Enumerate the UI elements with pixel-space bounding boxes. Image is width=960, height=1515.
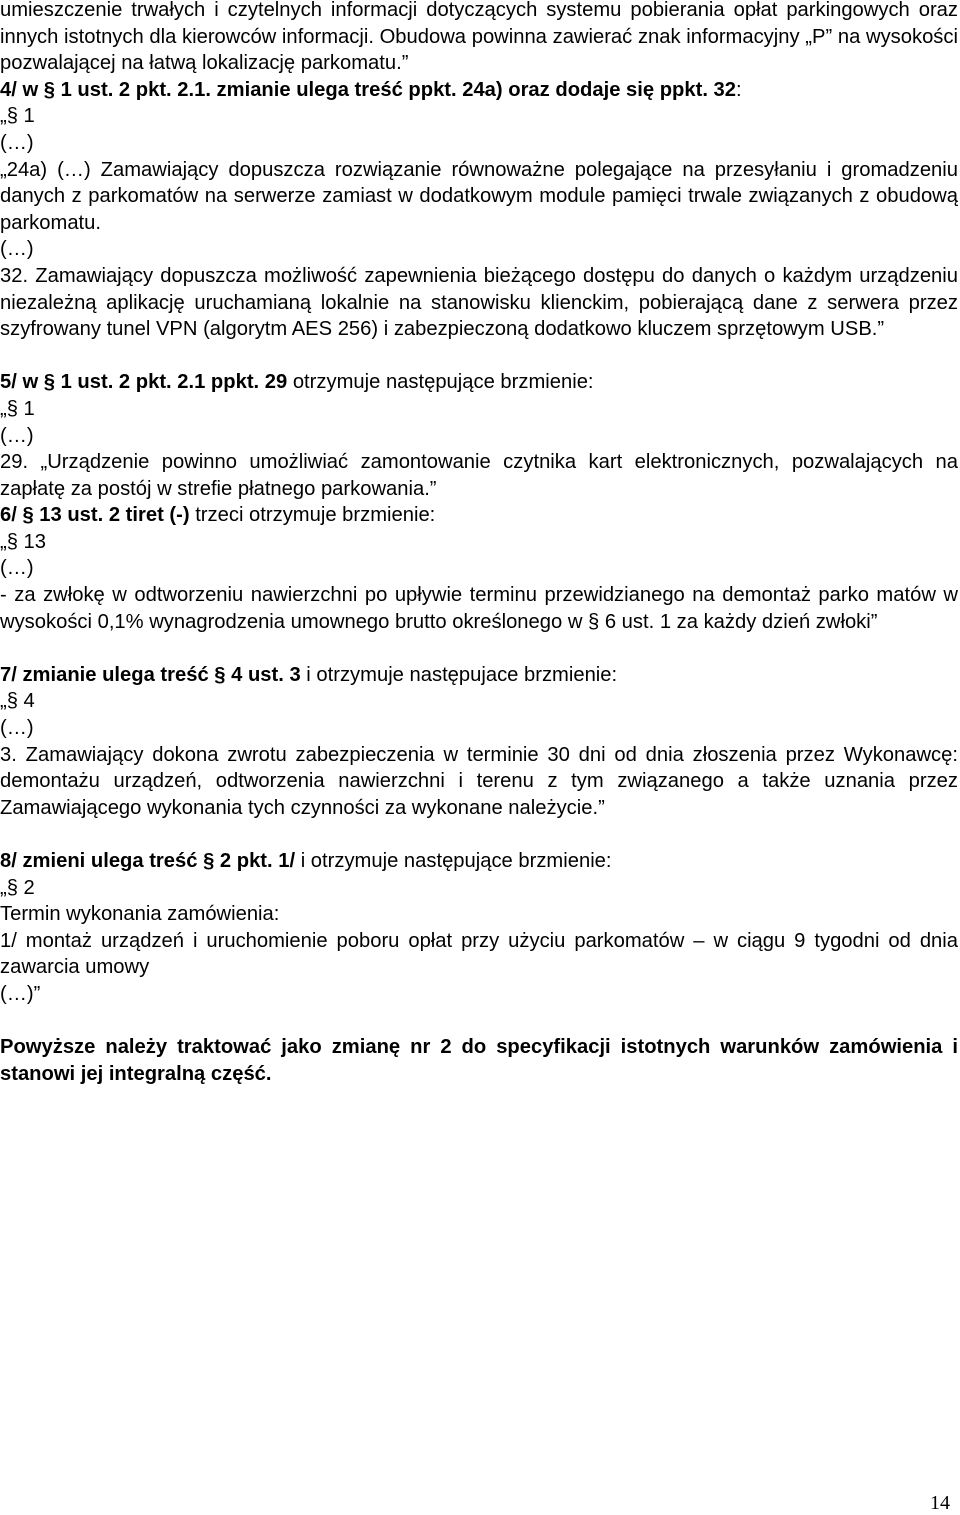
amendment-4-heading — [0, 77, 958, 104]
amendment-6-item: - za zwłokę w odtworzeniu nawierzchni po upływie terminu przewidzianego na demontaż parko matów w wysokości 0,1% wynagrodzenia umownego brutto określonego w § 6 ust. 1 za każdy dzień zwłoki” — [0, 584, 958, 633]
amendment-4-item-32: 32. Zamawiający dopuszcza możliwość zapewnienia bieżącego dostępu do danych o każdym urządzeniu niezależną aplikację uruchamianą lokalnie na stanowisku klienckim, pobierającą dane z serwera przez szyfrowany tunel VPN (algorytm AES 256) i zabezpieczoną dodatkowo kluczem sprzętowym USB.” — [0, 264, 958, 341]
amendment-7-item-3: 3. Zamawiający dokona zwrotu zabezpieczenia w terminie 30 dni od dnia złoszenia przez Wykonawcę: demontażu urządzeń, odtworzenia nawierzchni i terenu z tym związanego a także uznania przez Zamawiającego wykonania tych czynności za wykonane należycie.” — [0, 743, 958, 819]
amendment-5-heading-bold: 5/ w § 1 ust. 2 pkt. 2.1 ppkt. 29 — [0, 371, 288, 394]
amendment-8-ellipsis: (…)” — [0, 982, 41, 1005]
spacer — [0, 821, 958, 848]
amendment-8-item-1: 1/ montaż urządzeń i uruchomienie poboru opłat przy użyciu parkomatów – w ciągu 9 tygodni od dnia zawarcia umowy — [0, 929, 958, 979]
amendment-8-heading-bold: 8/ zmieni ulega treść § 2 pkt. 1/ — [0, 850, 296, 872]
spacer — [0, 1008, 958, 1035]
amendment-7-heading-bold: 7/ zmianie ulega treść § 4 ust. 3 — [0, 663, 301, 686]
amendment-6-section: „§ 13 — [0, 530, 47, 553]
amendment-6-heading-bold: 6/ § 13 ust. 2 tiret (-) — [0, 504, 190, 527]
closing-statement-bold: Powyższe należy traktować jako zmianę nr 2 do specyfikacji istotnych warunków zamówienia i stanowi jej integralną część. — [0, 1036, 958, 1085]
amendment-5-heading — [0, 369, 958, 396]
amendment-4-item-24a: „24a) (…) Zamawiający dopuszcza rozwiązanie równoważne polegające na przesyłaniu i gromadzeniu danych z parkomatów na serwerze zamiast w dodatkowym module pamięci trwale związanych z obudową parkomatu. — [0, 158, 958, 234]
paragraph-parkomat-housing: umieszczenie trwałych i czytelnych informacji dotyczących systemu pobierania opłat parkingowych oraz innych istotnych dla kierowców informacji. Obudowa powinna zawierać znak informacyjny „P” na wysokości pozwalającej na łatwą lokalizację parkomatu.” — [0, 0, 958, 75]
amendment-7-section: „§ 4 — [0, 690, 35, 713]
amendment-7-ellipsis: (…) — [0, 717, 34, 740]
amendment-6-heading — [0, 502, 958, 529]
amendment-6-heading-tail: trzeci otrzymuje brzmienie: — [189, 504, 436, 527]
amendment-8-heading-tail: i otrzymuje następujące brzmienie: — [295, 850, 612, 872]
amendment-5-ellipsis: (…) — [0, 424, 34, 447]
amendment-8-heading — [0, 848, 958, 875]
amendment-8-term-label: Termin wykonania zamówienia: — [0, 903, 280, 926]
amendment-4-heading-tail: : — [736, 78, 742, 101]
amendment-4-ellipsis-2: (…) — [0, 238, 34, 261]
amendment-4-ellipsis-1: (…) — [0, 131, 34, 154]
amendment-5-heading-tail: otrzymuje następujące brzmienie: — [287, 371, 594, 394]
spacer — [0, 635, 958, 662]
amendment-4-section: „§ 1 — [0, 105, 35, 128]
closing-statement — [0, 1034, 958, 1087]
page-number: 14 — [930, 1492, 950, 1514]
amendment-5-item-29: 29. „Urządzenie powinno umożliwiać zamontowanie czytnika kart elektronicznych, pozwalających na zapłatę za postój w strefie płatnego parkowania.” — [0, 451, 958, 500]
amendment-7-heading-tail: i otrzymuje następujace brzmienie: — [300, 663, 618, 686]
amendment-8-section: „§ 2 — [0, 876, 35, 899]
amendment-7-heading — [0, 662, 958, 689]
spacer — [0, 343, 958, 370]
amendment-6-ellipsis: (…) — [0, 557, 34, 580]
amendment-5-section: „§ 1 — [0, 397, 35, 420]
amendment-4-heading-bold: 4/ w § 1 ust. 2 pkt. 2.1. zmianie ulega treść ppkt. 24a) oraz dodaje się ppkt. 32 — [0, 78, 736, 101]
